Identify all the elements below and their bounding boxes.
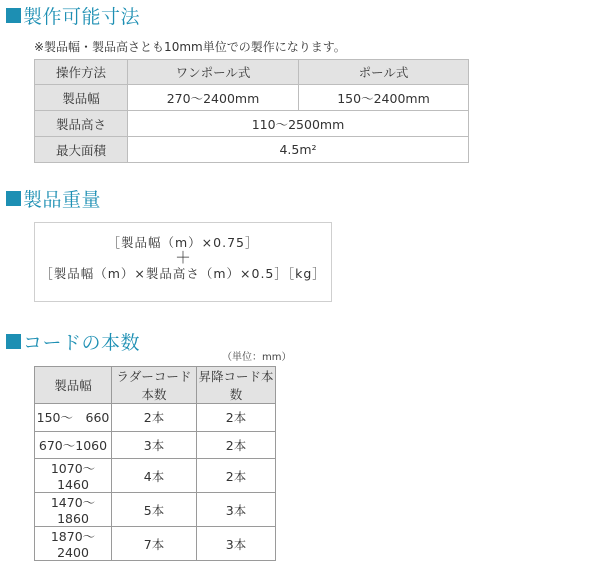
unit-note: （単位：mm） (222, 352, 292, 363)
section-title-dimensions (6, 3, 140, 27)
height-value: 110〜2500mm (128, 111, 469, 137)
cord-count-table (34, 366, 276, 561)
width-range: 1070〜1460 (35, 459, 112, 493)
width-one-pole: 270〜2400mm (128, 85, 299, 111)
lift-cord-header: 昇降コード本数 (197, 367, 276, 404)
lift-cord-count: 2本 (197, 431, 276, 459)
ladder-cord-count: 7本 (112, 527, 197, 561)
table-row (35, 137, 469, 163)
width-range: 670〜1060 (35, 431, 112, 459)
ladder-cord-count: 5本 (112, 493, 197, 527)
table-header-row (35, 367, 276, 404)
table-row (35, 459, 276, 493)
pole-header: ポール式 (299, 60, 469, 85)
section-marker-icon (6, 191, 21, 206)
area-value: 4.5m² (128, 137, 469, 163)
lift-cord-count: 3本 (197, 527, 276, 561)
section-marker-icon (6, 334, 21, 349)
width-range: 150〜 660 (35, 404, 112, 432)
section-title-text: 製品重量 (23, 188, 102, 211)
lift-cord-count: 2本 (197, 404, 276, 432)
section-title-text: コードの本数 (23, 331, 141, 354)
weight-formula-box (34, 222, 332, 302)
section-title-weight (6, 186, 101, 210)
operation-label: 操作方法 (35, 60, 128, 85)
table-row (35, 527, 276, 561)
section-marker-icon (6, 8, 21, 23)
ladder-cord-header: ラダーコード本数 (112, 367, 197, 404)
lift-cord-count: 3本 (197, 493, 276, 527)
dimensions-table (34, 59, 469, 163)
one-pole-header: ワンポール式 (128, 60, 299, 85)
table-row (35, 431, 276, 459)
width-header: 製品幅 (35, 367, 112, 404)
formula-plus: ＋ (174, 248, 191, 267)
width-range: 1870〜2400 (35, 527, 112, 561)
width-range: 1470〜1860 (35, 493, 112, 527)
table-row (35, 404, 276, 432)
table-header-row (35, 60, 469, 85)
table-row (35, 85, 469, 111)
ladder-cord-count: 3本 (112, 431, 197, 459)
lift-cord-count: 2本 (197, 459, 276, 493)
width-pole: 150〜2400mm (299, 85, 469, 111)
section-title-text: 製作可能寸法 (23, 5, 141, 28)
formula-line-1: ［製品幅（m）×0.75］ (107, 235, 259, 250)
height-label: 製品高さ (35, 111, 128, 137)
area-label: 最大面積 (35, 137, 128, 163)
table-row (35, 111, 469, 137)
width-label: 製品幅 (35, 85, 128, 111)
section-title-cords (6, 329, 140, 353)
formula-line-2: ［製品幅（m）×製品高さ（m）×0.5］［kg］ (40, 266, 326, 281)
ladder-cord-count: 4本 (112, 459, 197, 493)
table-row (35, 493, 276, 527)
size-note: ※製品幅・製品高さとも10mm単位での製作になります。 (34, 40, 346, 54)
ladder-cord-count: 2本 (112, 404, 197, 432)
